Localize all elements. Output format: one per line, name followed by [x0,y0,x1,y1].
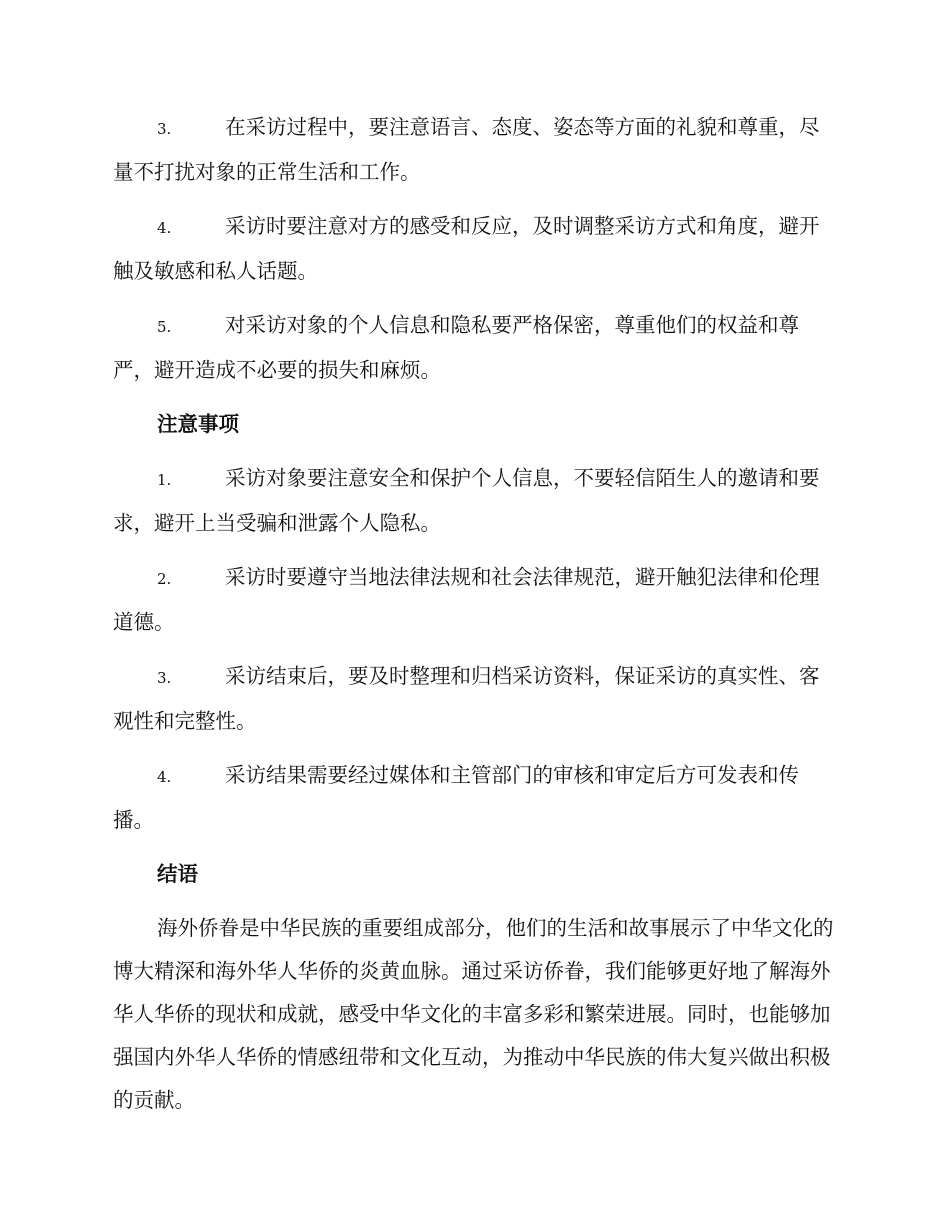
list-item [113,106,835,194]
list-item [113,457,835,545]
list-number: 1. [157,471,172,489]
list-text: 对采访对象的个人信息和隐私要严格保密，尊重他们的权益和尊严，避开造成不必要的损失和麻烦。 [113,313,799,382]
list-text: 采访时要遵守当地法律法规和社会法律规范，避开触犯法律和伦理道德。 [113,565,820,634]
list-number: 3. [157,669,172,687]
list-item [113,754,835,842]
list-item [113,556,835,644]
list-text: 采访结束后，要及时整理和归档采访资料，保证采访的真实性、客观性和完整性。 [113,664,820,733]
conclusion-paragraph: 海外侨眷是中华民族的重要组成部分，他们的生活和故事展示了中华文化的博大精深和海外华人华侨的炎黄血脉。通过采访侨眷，我们能够更好地了解海外华人华侨的现状和成就，感受中华文化的丰富多彩和繁荣进展。同时，也能够加强国内外华人华侨的情感纽带和文化互动，为推动中华民族的伟大复兴做出积极的贡献。 [113,916,834,1112]
list-number: 4. [157,219,172,237]
list-text: 采访时要注意对方的感受和反应，及时调整采访方式和角度，避开触及敏感和私人话题。 [113,214,820,283]
list-number: 4. [157,768,172,786]
list-number: 5. [157,318,172,336]
list-item [113,205,835,293]
list-item [113,304,835,392]
section-heading-conclusion: 结语 [157,862,198,886]
list-text: 采访结果需要经过媒体和主管部门的审核和审定后方可发表和传播。 [113,763,799,832]
list-number: 2. [157,570,172,588]
list-text: 采访对象要注意安全和保护个人信息，不要轻信陌生人的邀请和要求，避开上当受骗和泄露个人隐私。 [113,466,820,535]
list-text: 在采访过程中，要注意语言、态度、姿态等方面的礼貌和尊重，尽量不打扰对象的正常生活和工作。 [113,115,820,184]
list-item [113,655,835,743]
document-page [113,106,835,1122]
list-number: 3. [157,120,172,138]
section-heading-notes: 注意事项 [157,412,239,436]
